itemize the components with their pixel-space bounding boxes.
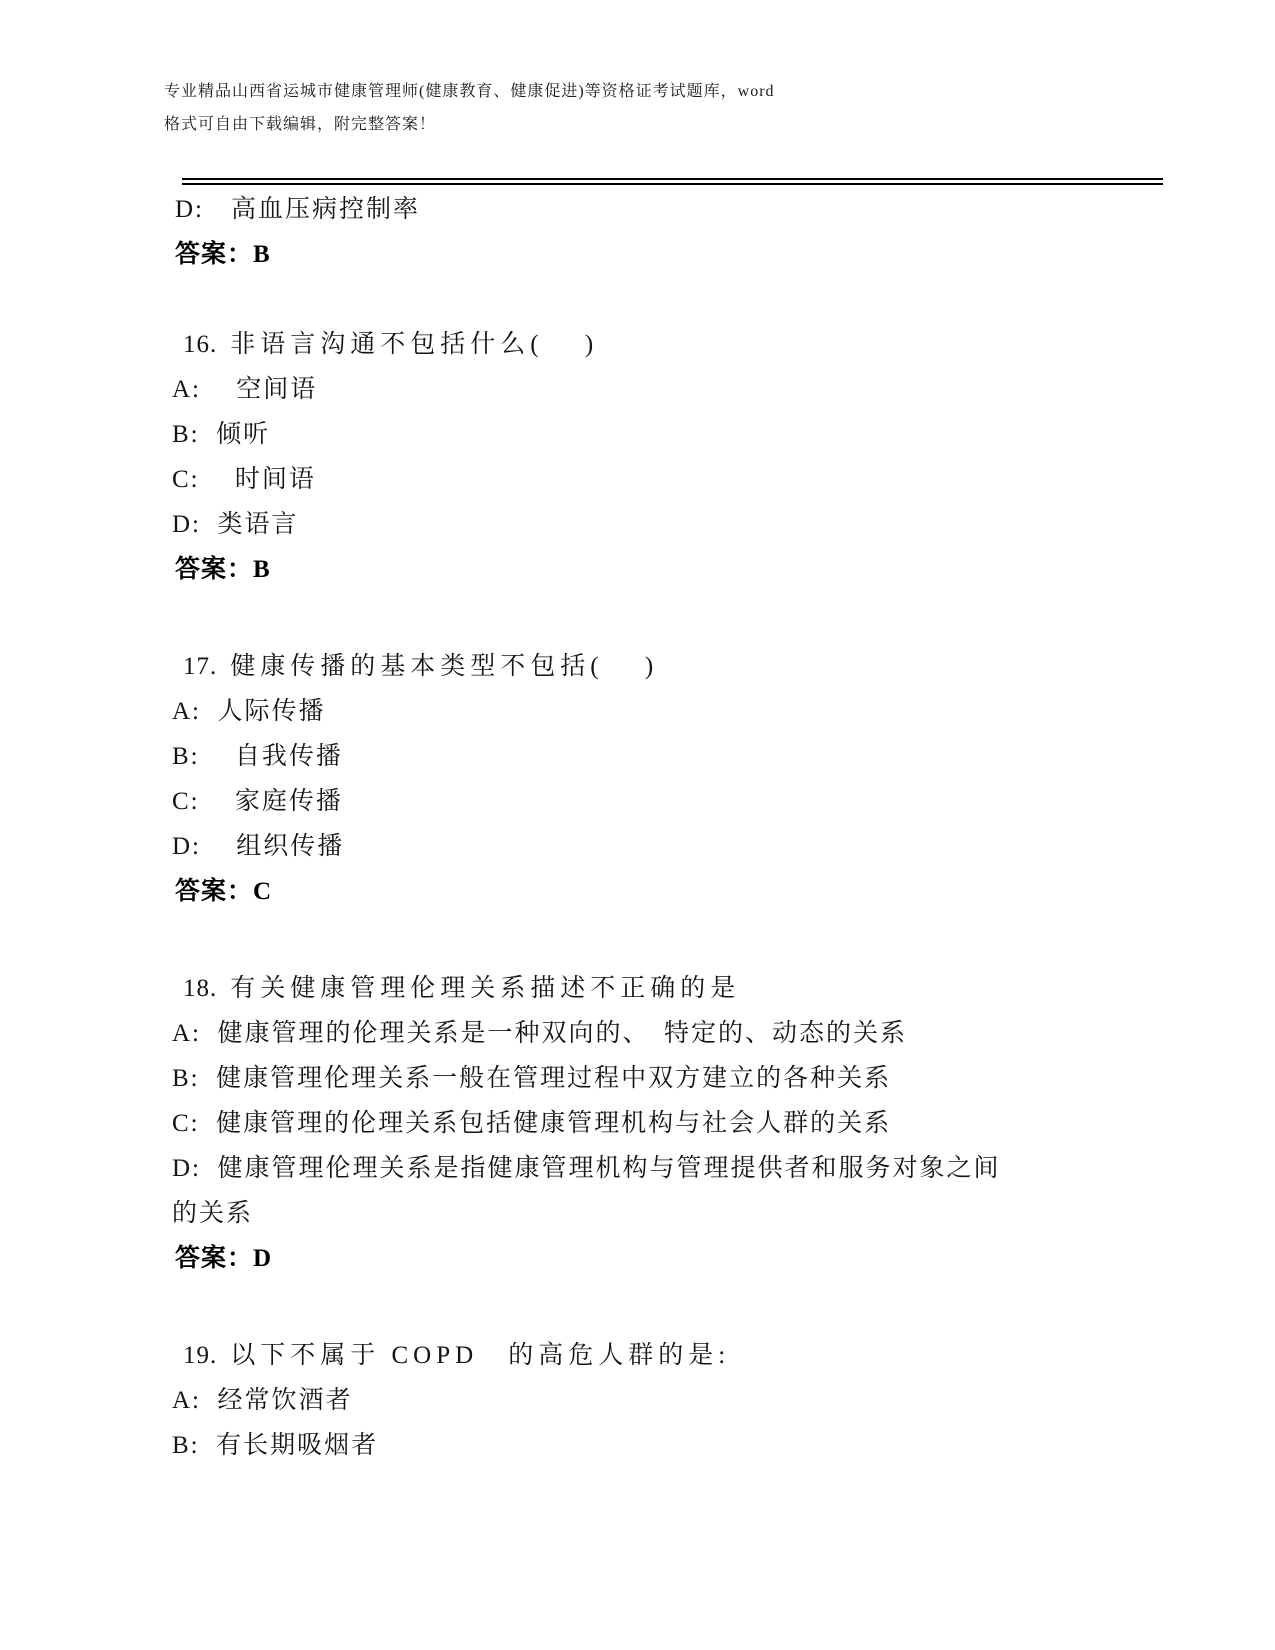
question-16 bbox=[172, 322, 1163, 592]
header-line-1: 专业精品山西省运城市健康管理师(健康教育、健康促进)等资格证考试题库，word bbox=[164, 83, 775, 100]
question-text: 健康传播的基本类型不包括( ) bbox=[230, 653, 659, 680]
question-number: 16. bbox=[183, 331, 218, 358]
option-line-b: B: 自我传播 bbox=[172, 743, 343, 770]
question-title bbox=[183, 644, 1163, 689]
option-line-a: A: 空间语 bbox=[172, 376, 318, 403]
option-line-d: D: 组织传播 bbox=[172, 833, 345, 860]
question-17 bbox=[172, 644, 1163, 914]
option-line-b: B: 健康管理伦理关系一般在管理过程中双方建立的各种关系 bbox=[172, 1065, 892, 1092]
question-number: 17. bbox=[183, 653, 218, 680]
question-number: 19. bbox=[183, 1342, 218, 1369]
answer-line: 答案：B bbox=[175, 241, 271, 268]
header-line-2: 格式可自由下载编辑，附完整答案！ bbox=[164, 116, 437, 133]
question-18 bbox=[172, 966, 1163, 1281]
option-line-d: D: 类语言 bbox=[172, 511, 299, 538]
question-19 bbox=[172, 1333, 1163, 1468]
option-line-c: C: 家庭传播 bbox=[172, 788, 343, 815]
question-text: 以下不属于 COPD 的高危人群的是: bbox=[230, 1342, 731, 1369]
question-title bbox=[183, 322, 1163, 367]
question-number: 18. bbox=[183, 975, 218, 1002]
option-line-a: A: 人际传播 bbox=[172, 698, 326, 725]
answer-line: 答案：D bbox=[175, 1245, 273, 1272]
question-text: 有关健康管理伦理关系描述不正确的是 bbox=[230, 975, 741, 1002]
question-title bbox=[183, 1333, 1163, 1378]
question-title bbox=[183, 966, 1163, 1011]
page-header bbox=[164, 75, 1163, 141]
header-double-rule bbox=[182, 178, 1163, 185]
option-line-d: D: 健康管理伦理关系是指健康管理机构与管理提供者和服务对象之间 bbox=[172, 1155, 1001, 1182]
question-text: 非语言沟通不包括什么( ) bbox=[230, 331, 599, 358]
answer-line: 答案：C bbox=[175, 878, 273, 905]
option-line-b: B: 倾听 bbox=[172, 421, 271, 448]
option-line-d: D: 高血压病控制率 bbox=[175, 196, 421, 223]
option-line-c: C: 健康管理的伦理关系包括健康管理机构与社会人群的关系 bbox=[172, 1110, 892, 1137]
answer-line: 答案：B bbox=[175, 556, 271, 583]
document-body bbox=[172, 187, 1163, 1468]
option-line-b: B: 有长期吸烟者 bbox=[172, 1432, 379, 1459]
option-line-d-continuation: 的关系 bbox=[172, 1200, 254, 1227]
option-line-a: A: 健康管理的伦理关系是一种双向的、 特定的、动态的关系 bbox=[172, 1020, 908, 1047]
option-line-c: C: 时间语 bbox=[172, 466, 316, 493]
option-line-a: A: 经常饮酒者 bbox=[172, 1387, 353, 1414]
